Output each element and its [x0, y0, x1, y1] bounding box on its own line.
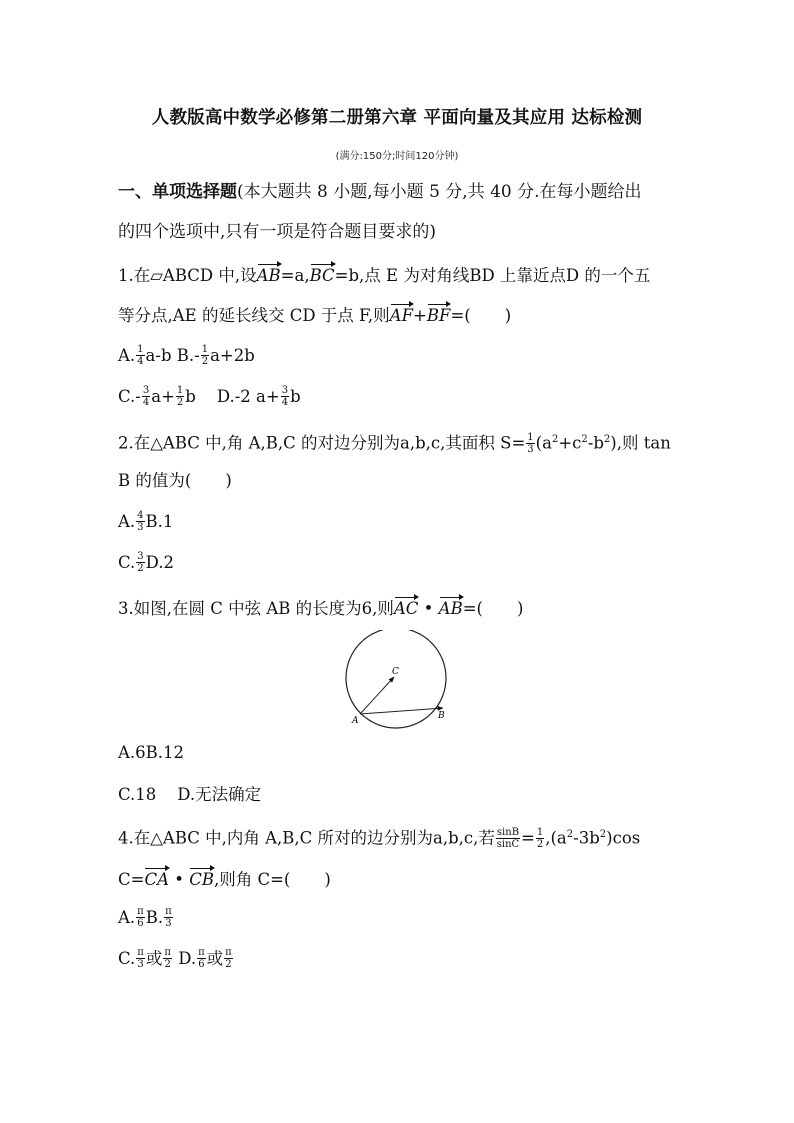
section-heading: 一、单项选择题	[118, 182, 237, 202]
fraction	[136, 906, 145, 929]
fraction-numerator: 3	[281, 385, 289, 396]
fraction-denominator: 2	[164, 959, 171, 970]
q2-text: (a	[535, 433, 552, 453]
vector-ac-arrow	[360, 677, 394, 714]
fraction-numerator: π	[225, 947, 232, 958]
option-text: a+	[151, 387, 175, 406]
option-text: 或	[206, 949, 224, 968]
fraction-denominator: 2	[201, 356, 209, 367]
fraction-denominator: sinC	[496, 838, 520, 850]
fraction	[536, 827, 544, 850]
fraction-numerator: π	[164, 947, 171, 958]
fraction-denominator: 6	[137, 918, 144, 929]
question-2-options-ab	[118, 511, 173, 534]
fraction-denominator: 2	[536, 838, 544, 850]
question-2-options-cd	[118, 552, 174, 575]
q3-answer-close: )	[516, 599, 524, 618]
vector-bc: BC	[310, 262, 335, 287]
exponent: 2	[581, 434, 588, 445]
fraction-numerator: 1	[527, 431, 534, 443]
option-text: B.	[145, 908, 164, 927]
fraction-numerator: π	[165, 906, 172, 917]
fraction-denominator: 3	[137, 959, 144, 970]
vector-af: AF	[390, 302, 413, 327]
fraction-numerator: 1	[137, 344, 144, 355]
question-3-options-ab	[118, 742, 184, 764]
q4-text: -3b	[573, 828, 600, 848]
q2-text: 2.在△ABC 中,角 A,B,C 的对边分别为a,b,c,其面积 S=	[118, 433, 526, 453]
section-description-2: 的四个选项中,只有一项是符合题目要求的)	[118, 222, 437, 242]
vector-ab: AB	[257, 262, 281, 287]
option-text: a-b B.-	[145, 346, 200, 365]
q3-answer-open: =(	[462, 599, 483, 618]
label-b: B	[438, 711, 445, 721]
question-2-line-1	[118, 429, 671, 456]
fraction-denominator: 6	[198, 959, 205, 970]
vector-bf: BF	[427, 302, 451, 327]
dot-product: •	[169, 870, 190, 889]
section-description-1: (本大题共 8 小题,每小题 5 分,共 40 分.在每小题给出	[237, 182, 642, 202]
fraction-numerator: 3	[142, 385, 150, 396]
page-title: 人教版高中数学必修第二册第六章 平面向量及其应用 达标检测	[151, 108, 643, 128]
question-1-options-ab	[118, 345, 255, 368]
fraction	[136, 510, 144, 533]
vector-ab-arrow	[360, 708, 443, 714]
option-d-label: D.	[172, 949, 197, 968]
option-text: 或	[145, 949, 163, 968]
fraction	[163, 947, 172, 970]
fraction	[136, 344, 144, 367]
q4-text: ,则角 C=(	[213, 870, 291, 889]
q2-answer-close: )	[225, 471, 232, 490]
question-3-options-cd	[118, 784, 261, 806]
fraction-denominator: 2	[176, 397, 184, 408]
fraction	[526, 432, 534, 455]
question-4-options-ab	[118, 907, 174, 930]
q3-text: 3.如图,在圆 C 中弦 AB 的长度为6,则	[118, 599, 394, 618]
q4-text: )cos	[606, 828, 641, 848]
fraction	[197, 947, 206, 970]
fraction-denominator: 3	[165, 918, 172, 929]
option-text: B.1	[145, 512, 174, 531]
q4-text: 4.在△ABC 中,内角 A,B,C 所对的边分别为a,b,c,若	[118, 828, 495, 848]
fraction-numerator: π	[198, 947, 205, 958]
circle-figure	[336, 630, 456, 730]
fraction-numerator: sinB	[496, 826, 520, 838]
exponent: 2	[551, 434, 559, 445]
q1-text: 等分点,AE 的延长线交 CD 于点 F,则	[118, 306, 390, 325]
q4-answer-close: )	[324, 870, 331, 889]
fraction-denominator: 4	[137, 356, 144, 367]
q2-text: B 的值为(	[118, 471, 192, 490]
vector-cb: CB	[189, 866, 214, 891]
question-4-line-1	[118, 824, 640, 851]
option-text: b D.-2 a+	[185, 387, 280, 406]
question-4-line-2	[118, 866, 331, 891]
fraction-denominator: 4	[281, 397, 289, 408]
fraction-denominator: 4	[142, 397, 150, 408]
exponent: 2	[599, 829, 607, 840]
fraction-denominator: 3	[137, 522, 144, 533]
fraction	[281, 385, 289, 408]
q1-plus: +	[413, 306, 427, 325]
q2-text: +c	[558, 433, 582, 453]
fraction-numerator: 4	[137, 510, 144, 521]
option-text: A.6B.12	[118, 743, 185, 762]
option-text: C.18 D.无法确定	[118, 785, 262, 804]
vector-ac: AC	[394, 595, 419, 620]
question-1-options-cd	[118, 386, 301, 409]
section-heading-line-2	[118, 221, 436, 243]
fraction-numerator: 1	[201, 344, 209, 355]
option-a-label: A.	[118, 908, 136, 927]
fraction-numerator: 3	[137, 551, 144, 562]
q1-text: =b,点 E 为对角线BD 上靠近点D 的一个五	[334, 266, 651, 285]
exponent: 2	[603, 434, 611, 445]
q1-text: =a,	[280, 266, 310, 285]
label-c: C	[392, 667, 399, 677]
fraction	[201, 344, 209, 367]
q1-text: 1.在▱ABCD 中,设	[118, 266, 257, 285]
fraction-numerator: 1	[536, 826, 544, 838]
fraction-numerator: π	[137, 947, 144, 958]
option-c-label: C.	[118, 949, 136, 968]
label-a: A	[352, 716, 359, 726]
fraction	[142, 385, 150, 408]
option-c-label: C.	[118, 553, 136, 572]
q4-text: =	[521, 828, 535, 848]
fraction-numerator: π	[137, 906, 144, 917]
option-a-label: A.	[118, 346, 136, 365]
option-text: a+2b	[210, 346, 255, 365]
question-1-line-1	[118, 262, 650, 287]
q2-text: -b	[587, 433, 604, 453]
fraction	[136, 947, 145, 970]
option-c-label: C.-	[118, 387, 141, 406]
dot-product: •	[418, 599, 439, 618]
fraction-numerator: 1	[176, 385, 184, 396]
fraction-denominator: 2	[225, 959, 232, 970]
question-3-line-1	[118, 595, 523, 620]
question-4-options-cd	[118, 948, 234, 971]
question-1-line-2	[118, 302, 511, 327]
option-text: D.2	[145, 553, 175, 572]
fraction-denominator: 3	[527, 443, 534, 455]
option-a-label: A.	[118, 512, 136, 531]
fraction	[496, 827, 520, 850]
fraction	[224, 947, 233, 970]
fraction	[136, 551, 144, 574]
fraction	[164, 906, 173, 929]
q4-text: ,(a	[545, 828, 567, 848]
section-heading-line-1	[118, 181, 642, 203]
exponent: 2	[566, 829, 574, 840]
q1-answer-open: =(	[450, 306, 471, 325]
vector-ab: AB	[439, 595, 463, 620]
vector-ca: CA	[144, 866, 169, 891]
q4-text: C=	[118, 870, 145, 889]
question-2-line-2	[118, 470, 232, 492]
q1-answer-close: )	[504, 306, 512, 325]
fraction-denominator: 2	[137, 563, 144, 574]
q2-text: ),则 tan	[610, 433, 671, 453]
option-text: b	[290, 387, 301, 406]
fraction	[176, 385, 184, 408]
page-subtitle: (满分:150分;时间120分钟)	[335, 151, 459, 162]
